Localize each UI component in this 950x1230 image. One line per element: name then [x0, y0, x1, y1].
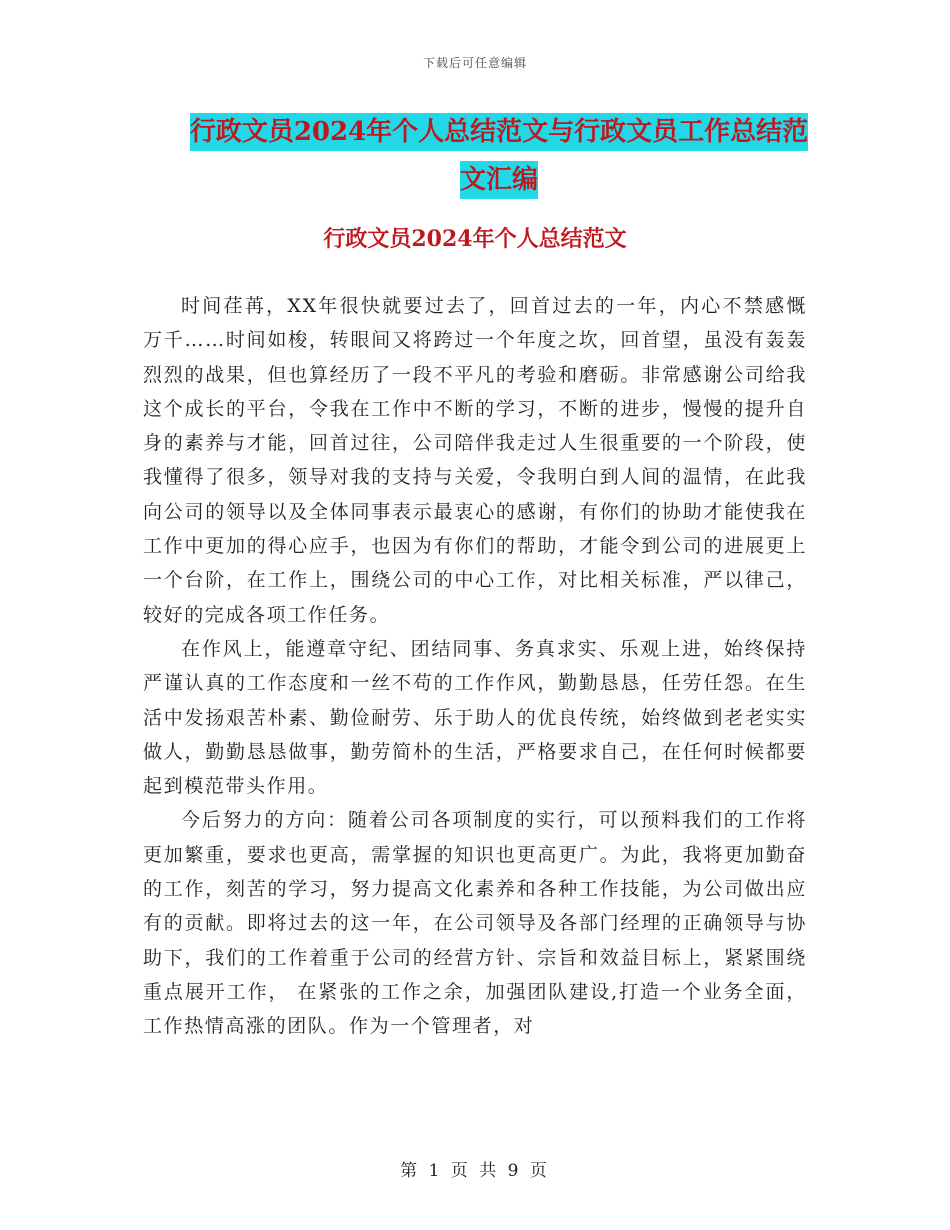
- paragraph-1: 时间荏苒，XX年很快就要过去了，回首过去的一年，内心不禁感慨万千……时间如梭，转眼间又将跨过一个年度之坎，回首望，虽没有轰轰烈烈的战果，但也算经历了一段不平凡的考验和磨砺。非常感谢公司给我这个成长的平台，令我在工作中不断的学习，不断的进步，慢慢的提升自身的素养与才能，回首过往，公司陪伴我走过人生很重要的一个阶段，使我懂得了很多，领导对我的支持与关爱，令我明白到人间的温情，在此我向公司的领导以及全体同事表示最衷心的感谢，有你们的协助才能使我在工作中更加的得心应手，也因为有你们的帮助，才能令到公司的进展更上一个台阶，在工作上，围绕公司的中心工作，对比相关标准，严以律己，较好的完成各项工作任务。: [143, 295, 807, 626]
- header-note: 下载后可任意编辑: [422, 56, 527, 70]
- document-title-line-1: 行政文员2024年个人总结范文与行政文员工作总结范: [190, 113, 808, 151]
- body-text: [143, 289, 807, 1044]
- page-footer: 第 1 页 共 9 页: [400, 1161, 550, 1181]
- document-title-line-2: 文汇编: [460, 161, 538, 199]
- paragraph-2: 在作风上，能遵章守纪、团结同事、务真求实、乐观上进，始终保持严谨认真的工作态度和一丝不苟的工作作风，勤勤恳恳，任劳任怨。在生活中发扬艰苦朴素、勤俭耐劳、乐于助人的优良传统，始终做到老老实实做人，勤勤恳恳做事，勤劳简朴的生活，严格要求自己，在任何时候都要起到模范带头作用。: [143, 637, 807, 798]
- document-title: [188, 108, 810, 204]
- paragraph-3: 今后努力的方向：随着公司各项制度的实行，可以预料我们的工作将更加繁重，要求也更高，需掌握的知识也更高更广。为此，我将更加勤奋的工作，刻苦的学习，努力提高文化素养和各种工作技能，为公司做出应有的贡献。即将过去的这一年，在公司领导及各部门经理的正确领导与协助下，我们的工作着重于公司的经营方针、宗旨和效益目标上，紧紧围绕重点展开工作， 在紧张的工作之余，加强团队建设,打造一个业务全面，工作热情高涨的团队。作为一个管理者，对: [143, 809, 807, 1038]
- section-title: 行政文员2024年个人总结范文: [323, 226, 627, 252]
